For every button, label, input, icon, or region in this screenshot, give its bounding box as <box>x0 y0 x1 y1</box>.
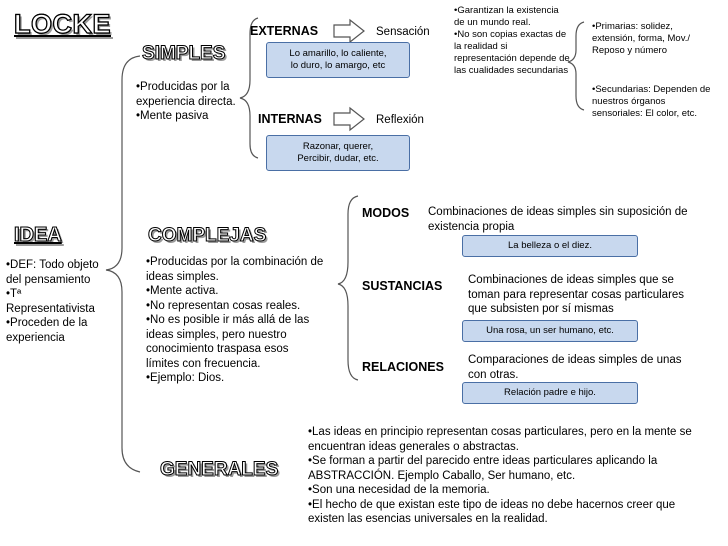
modos-desc: Combinaciones de ideas simples sin suposición de existencia propia <box>428 206 688 233</box>
generales-bullet: • Se forman a partir del parecido entre ideas particulares aplicando la ABSTRACCIÓN. Ejemplo Caballo, Ser humano, etc. <box>308 454 704 483</box>
complejas-bullet: • No representan cosas reales. <box>146 299 324 314</box>
internas-example-line: Razonar, querer, <box>302 141 374 152</box>
complejas-bullet: • Ejemplo: Dios. <box>146 371 324 386</box>
sensacion-label: Sensación <box>376 26 430 38</box>
cualidades-brace <box>568 22 584 110</box>
generales-bullets <box>308 425 704 527</box>
reflexion-label: Reflexión <box>376 114 424 126</box>
simples-title: SIMPLES <box>142 43 226 64</box>
relaciones-example-box <box>462 382 638 404</box>
internas-example-box <box>266 135 410 171</box>
sustancias-example-box <box>462 320 638 342</box>
simples-notes <box>454 5 570 77</box>
relaciones-example: Relación padre e hijo. <box>504 387 596 398</box>
idea-title: IDEA <box>14 224 62 246</box>
relaciones-label: RELACIONES <box>362 360 444 374</box>
simples-bullets <box>136 80 240 124</box>
idea-bullet: • Tª Representativista <box>6 287 110 316</box>
complejas-bullet: • Mente activa. <box>146 284 324 299</box>
complejas-bullets <box>146 255 324 386</box>
sustancias-desc: Combinaciones de ideas simples que se toman para representar cosas particulares que subsisten por sí mismas <box>468 274 685 315</box>
simples-bullet: • Producidas por la experiencia directa. <box>136 80 240 109</box>
simples-brace <box>240 18 258 158</box>
main-brace <box>106 56 140 472</box>
simples-bullet: • Mente pasiva <box>136 109 240 124</box>
complejas-bullet: • Producidas por la combinación de ideas simples. <box>146 255 324 284</box>
externas-label: EXTERNAS <box>250 24 319 38</box>
complejas-brace <box>338 196 358 380</box>
externas-arrow-icon <box>334 20 364 42</box>
complejas-title: COMPLEJAS <box>148 225 267 246</box>
idea-bullets <box>6 258 110 345</box>
externas-example-line: Lo amarillo, lo caliente, <box>289 48 387 59</box>
secundarias-text: Secundarias: Dependen de nuestros órganos sensoriales: El color, etc. <box>592 84 711 119</box>
internas-label: INTERNAS <box>258 112 322 126</box>
generales-bullet: • El hecho de que existan este tipo de ideas no debe hacernos creer que existen las esencias universales en la realidad. <box>308 498 704 527</box>
internas-example-line: Percibir, dudar, etc. <box>297 153 379 164</box>
simples-note: • Garantizan la existencia de un mundo real. <box>454 5 570 29</box>
idea-bullet: • DEF: Todo objeto del pensamiento <box>6 258 110 287</box>
locke-title: LOCKE <box>14 9 111 39</box>
complejas-bullet: • No es posible ir más allá de las ideas simples, pero nuestro conocimiento traspasa esos límites con frecuencia. <box>146 313 324 371</box>
idea-bullet: • Proceden de la experiencia <box>6 316 110 345</box>
primarias-text: Primarias: solidez, extensión, forma, Mov./ Reposo y número <box>592 21 691 56</box>
internas-arrow-icon <box>334 108 364 130</box>
generales-title: GENERALES <box>160 459 279 480</box>
sustancias-label: SUSTANCIAS <box>362 279 443 293</box>
generales-bullet: • Son una necesidad de la memoria. <box>308 483 704 498</box>
generales-bullet: • Las ideas en principio representan cosas particulares, pero en la mente se encuentran ideas generales o abstractas. <box>308 425 704 454</box>
externas-example-line: lo duro, lo amargo, etc <box>290 60 386 71</box>
sustancias-example: Una rosa, un ser humano, etc. <box>486 325 614 336</box>
modos-label: MODOS <box>362 206 410 220</box>
modos-example-box <box>462 235 638 257</box>
relaciones-desc: Comparaciones de ideas simples de unas con otras. <box>468 354 682 381</box>
simples-note: • No son copias exactas de la realidad si representación depende de las cualidades secundarias <box>454 29 570 77</box>
externas-example-box <box>266 42 410 78</box>
modos-example: La belleza o el diez. <box>508 240 592 251</box>
